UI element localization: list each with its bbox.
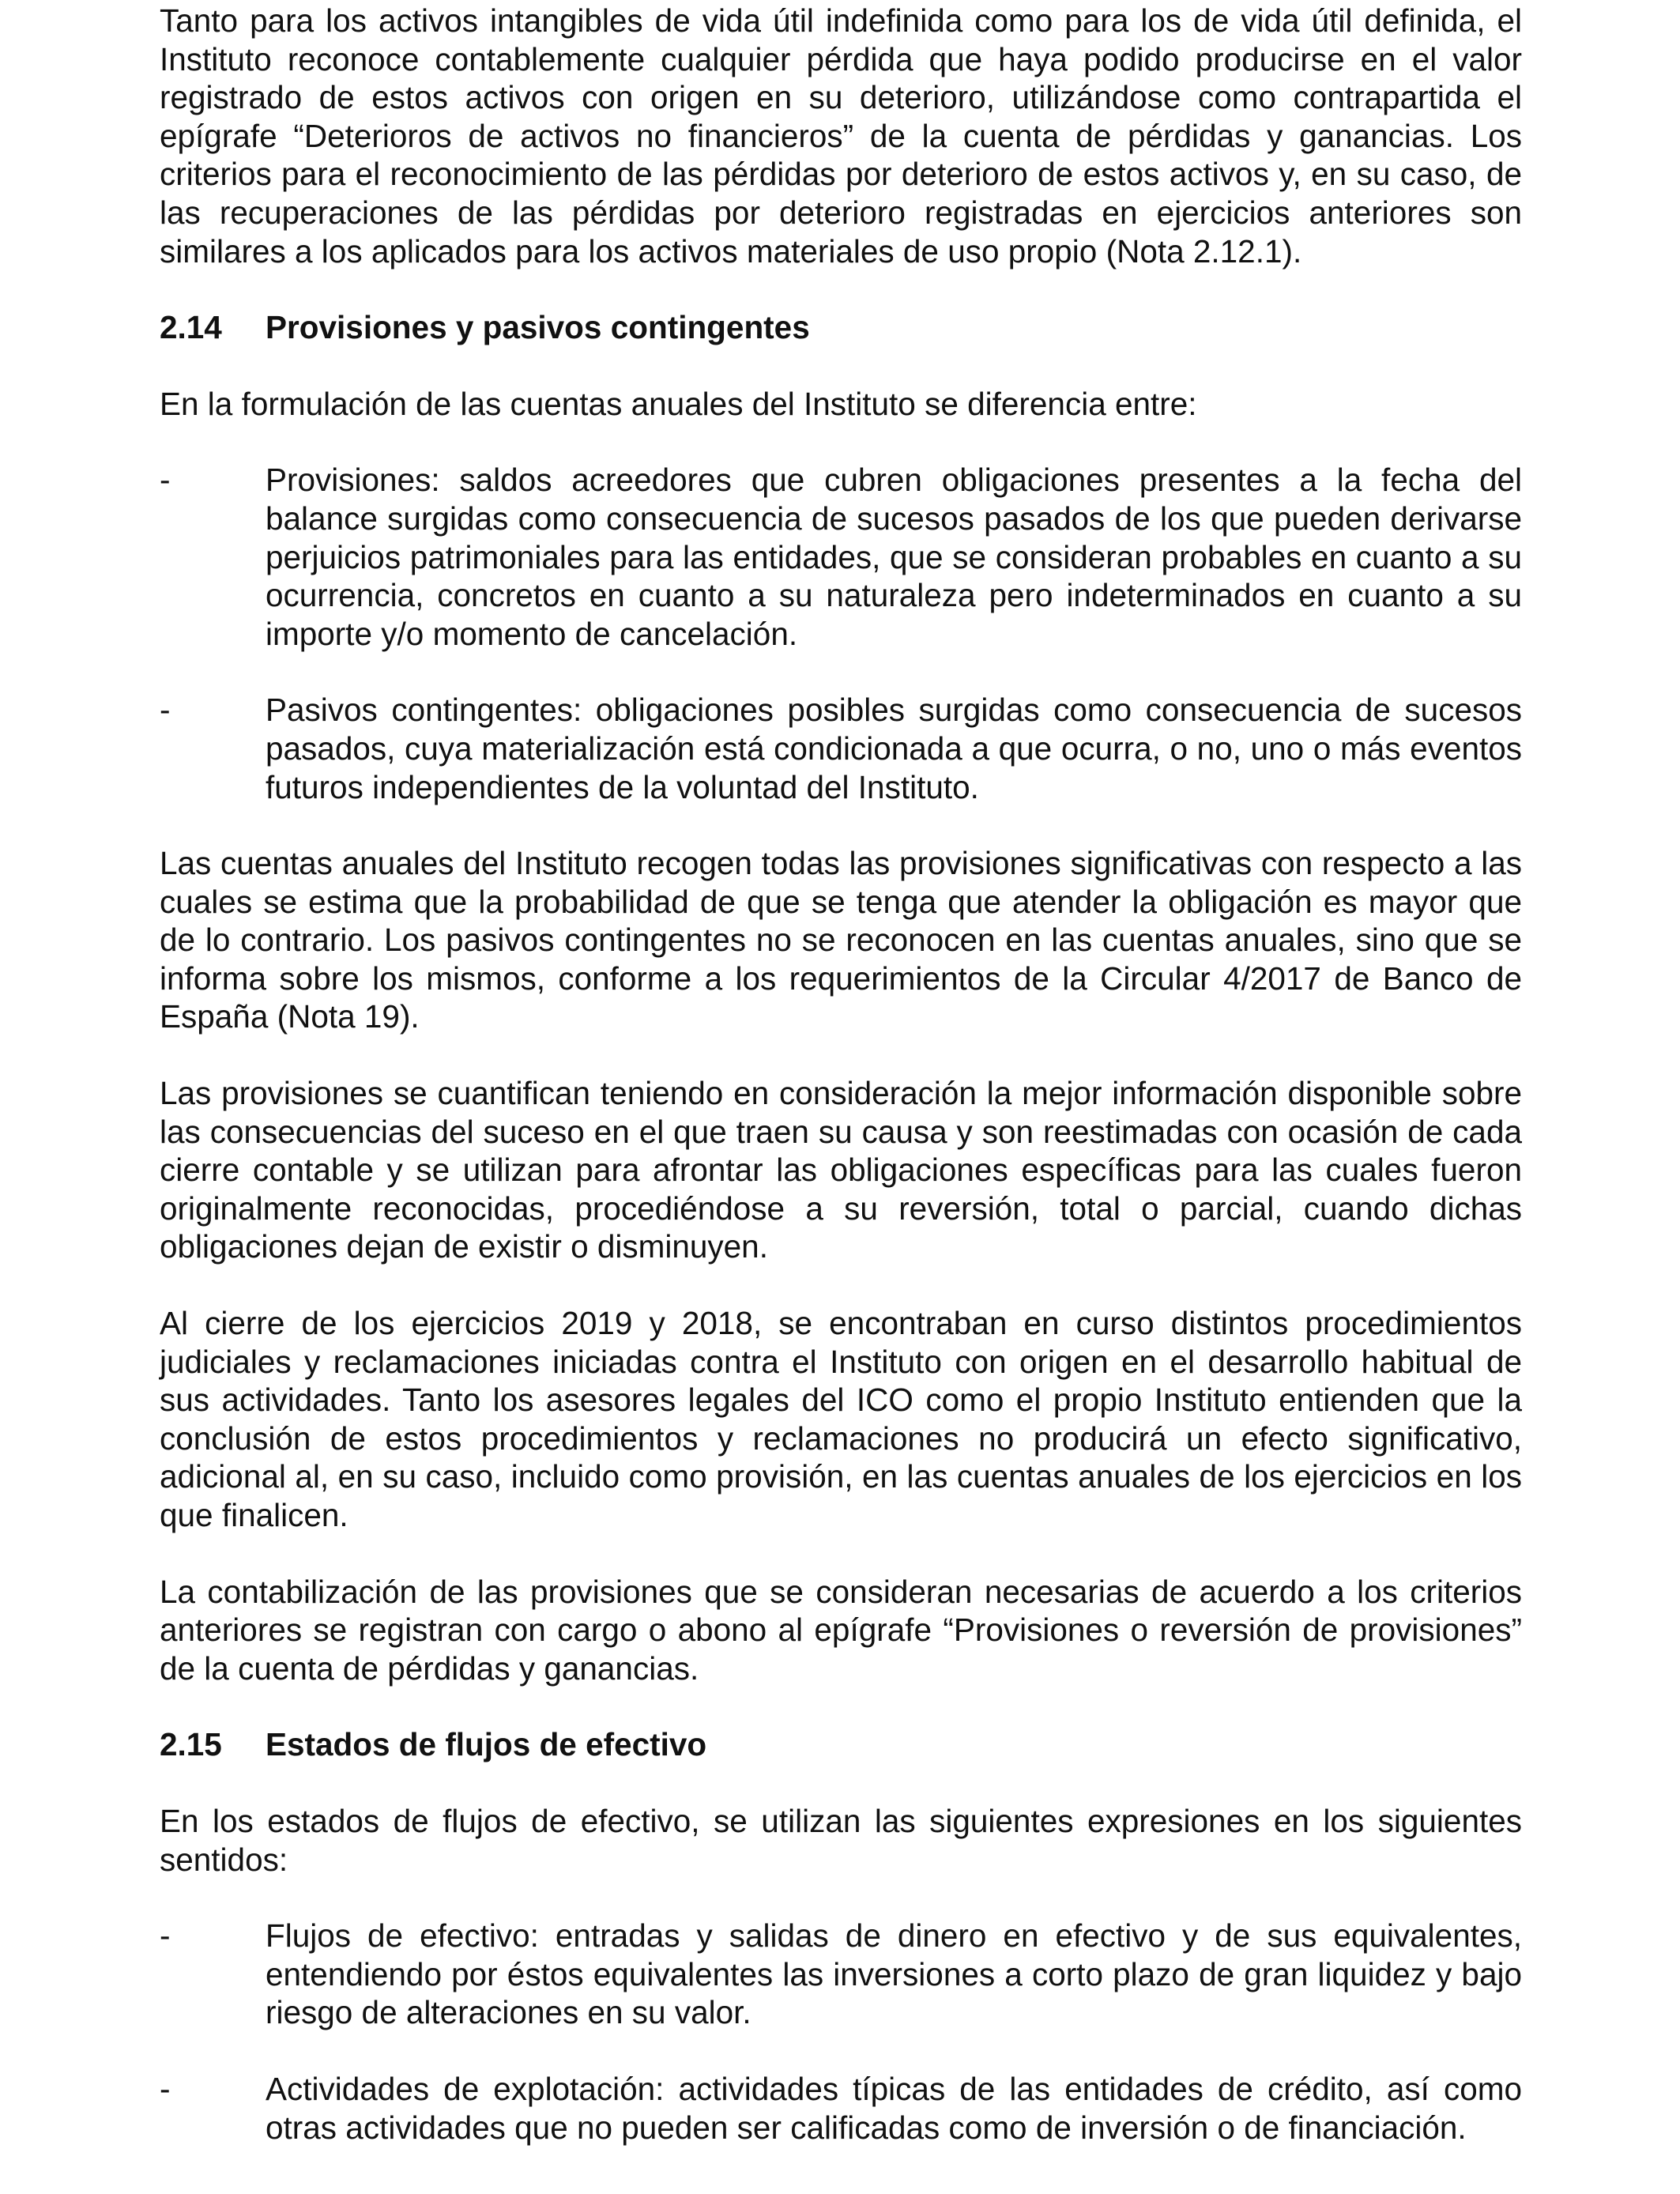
- section-intro: En la formulación de las cuentas anuales del Instituto se diferencia entre:: [160, 385, 1197, 422]
- list-bullet: -: [160, 1917, 171, 1955]
- list-bullet: -: [160, 2070, 171, 2107]
- list-item: [160, 1917, 1522, 2032]
- paragraph: Las provisiones se cuantifican teniendo en consideración la mejor información disponible sobre las consecuencias del suceso en el que traen su causa y son reestimadas con ocasión de cada cierre contable y se utilizan para afrontar las obligaciones específicas para las cuales fueron originalmente reconocidas, procediéndose a su reversión, total o parcial, cuando dichas obligaciones dejan de existir o disminuyen.: [160, 1075, 1522, 1265]
- section-title: Provisiones y pasivos contingentes: [266, 309, 810, 346]
- paragraph: Las cuentas anuales del Instituto recogen todas las provisiones significativas con respecto a las cuales se estima que la probabilidad de que se tenga que atender la obligación es mayor que de lo contrario. Los pasivos contingentes no se reconocen en las cuentas anuales, sino que se informa sobre los mismos, conforme a los requerimientos de la Circular 4/2017 de Banco de España (Nota 19).: [160, 845, 1522, 1035]
- section-number: 2.15: [160, 1726, 222, 1763]
- paragraph: La contabilización de las provisiones que se consideran necesarias de acuerdo a los criterios anteriores se registran con cargo o abono al epígrafe “Provisiones o reversión de provisiones” de la cuenta de pérdidas y ganancias.: [160, 1573, 1522, 1687]
- list-item: [160, 2070, 1522, 2147]
- list-item-text: Flujos de efectivo: entradas y salidas de dinero en efectivo y de sus equivalentes, entendiendo por éstos equivalentes las inversiones a corto plazo de gran liquidez y bajo riesgo de alteraciones en su valor.: [266, 1917, 1522, 2031]
- section-number: 2.14: [160, 309, 222, 346]
- section-heading-2-14: [160, 308, 1522, 347]
- list-item-text: Actividades de explotación: actividades típicas de las entidades de crédito, así como otras actividades que no pueden ser calificadas como de inversión o de financiación.: [266, 2070, 1522, 2146]
- list-bullet: -: [160, 462, 171, 499]
- list-item-text: Provisiones: saldos acreedores que cubren obligaciones presentes a la fecha del balance surgidas como consecuencia de sucesos pasados de los que pueden derivarse perjuicios patrimoniales para las entidades, que se consideran probables en cuanto a su ocurrencia, concretos en cuanto a su naturaleza pero indeterminados en cuanto a su importe y/o momento de cancelación.: [266, 462, 1522, 652]
- document-page: [160, 0, 1522, 2147]
- section-heading-2-15: [160, 1725, 1522, 1764]
- list-item: [160, 691, 1522, 806]
- paragraph: Al cierre de los ejercicios 2019 y 2018, se encontraban en curso distintos procedimientos judiciales y reclamaciones iniciadas contra el Instituto con origen en el desarrollo habitual de sus actividades. Tanto los asesores legales del ICO como el propio Instituto entienden que la conclusión de estos procedimientos y reclamaciones no producirá un efecto significativo, adicional al, en su caso, incluido como provisión, en las cuentas anuales de los ejercicios en los que finalicen.: [160, 1305, 1522, 1533]
- list-item: [160, 461, 1522, 653]
- list-item-text: Pasivos contingentes: obligaciones posibles surgidas como consecuencia de sucesos pasados, cuya materialización está condicionada a que ocurra, o no, uno o más eventos futuros independientes de la voluntad del Instituto.: [266, 692, 1522, 805]
- section-intro: En los estados de flujos de efectivo, se utilizan las siguientes expresiones en los siguientes sentidos:: [160, 1802, 1522, 1878]
- section-title: Estados de flujos de efectivo: [266, 1726, 707, 1763]
- intro-paragraph: Tanto para los activos intangibles de vida útil indefinida como para los de vida útil definida, el Instituto reconoce contablemente cualquier pérdida que haya podido producirse en el valor registrado de estos activos con origen en su deterioro, utilizándose como contrapartida el epígrafe “Deterioros de activos no financieros” de la cuenta de pérdidas y ganancias. Los criterios para el reconocimiento de las pérdidas por deterioro de estos activos y, en su caso, de las recuperaciones de las pérdidas por deterioro registradas en ejercicios anteriores son similares a los aplicados para los activos materiales de uso propio (Nota 2.12.1).: [160, 2, 1522, 270]
- list-bullet: -: [160, 692, 171, 729]
